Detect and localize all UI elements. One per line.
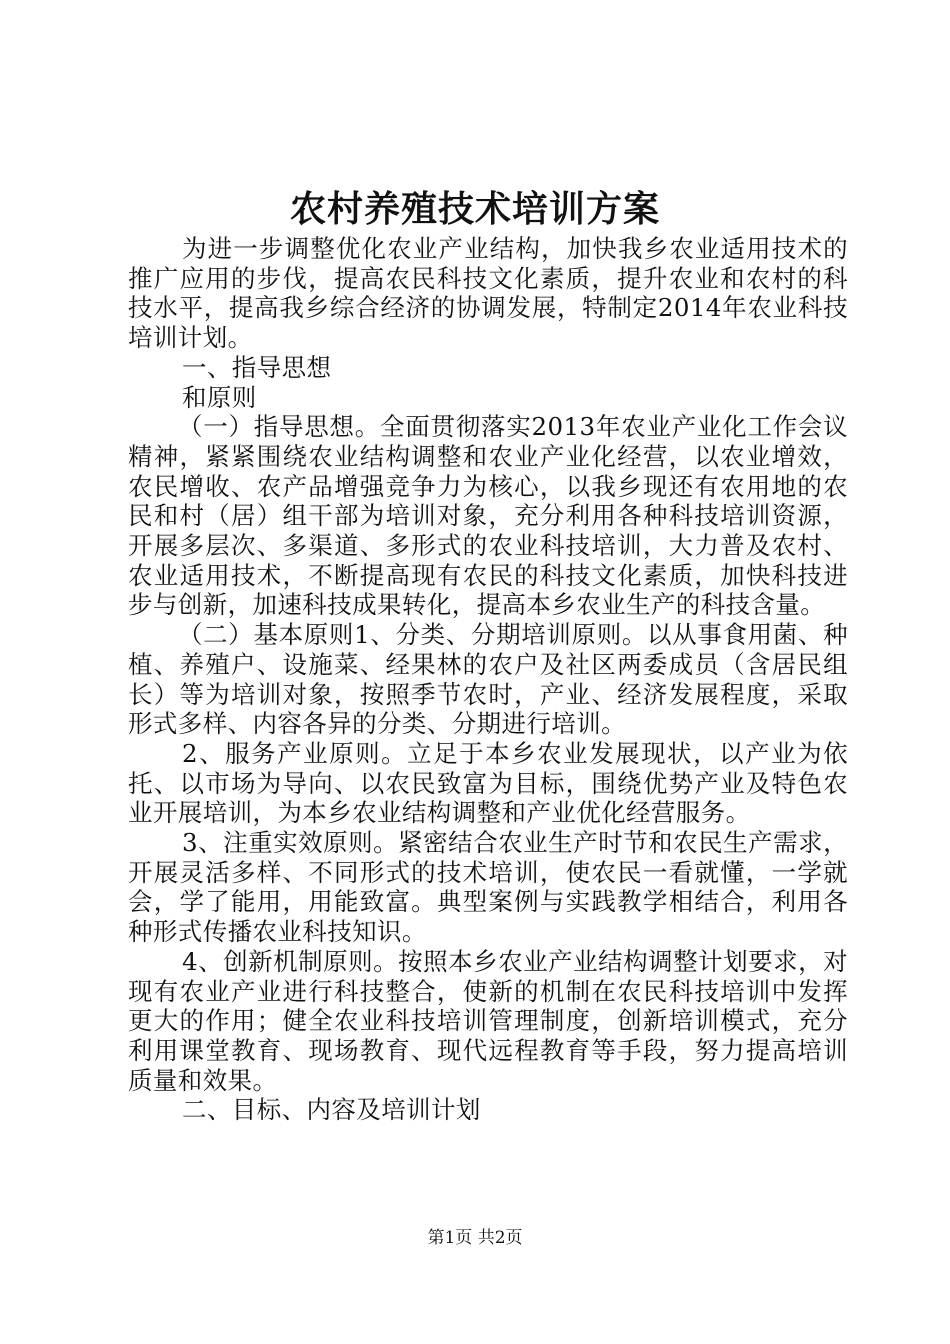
page-number-footer: 第1页 共2页 [427, 1228, 523, 1248]
service-principle-paragraph: 2、服务产业原则。立足于本乡农业发展现状，以产业为依托、以市场为导向、以农民致富为目标，围绕优势产业及特色农业开展培训，为本乡农业结构调整和产业优化经营服务。 [128, 738, 848, 828]
effectiveness-principle-paragraph: 3、注重实效原则。紧密结合农业生产时节和农民生产需求，开展灵活多样、不同形式的技术培训，使农民一看就懂，一学就会，学了能用，用能致富。典型案例与实践教学相结合，利用各种形式传播农业科技知识。 [128, 828, 848, 947]
innovation-principle-paragraph: 4、创新机制原则。按照本乡农业产业结构调整计划要求，对现有农业产业进行科技整合，使新的机制在农民科技培训中发挥更大的作用；健全农业科技培训管理制度，创新培训模式，充分利用课堂教育、现场教育、现代远程教育等手段，努力提高培训质量和效果。 [128, 946, 848, 1095]
guiding-thought-paragraph: （一）指导思想。全面贯彻落实2013年农业产业化工作会议精神，紧紧围绕农业结构调整和农业产业化经营，以农业增效，农民增收、农产品增强竞争力为核心，以我乡现还有农用地的农民和村（居）组干部为培训对象，充分利用各种科技培训资源，开展多层次、多渠道、多形式的农业科技培训，大力普及农村、农业适用技术，不断提高现有农民的科技文化素质，加快科技进步与创新，加速科技成果转化，提高本乡农业生产的科技含量。 [128, 412, 848, 620]
basic-principles-paragraph: （二）基本原则1、分类、分期培训原则。以从事食用菌、种植、养殖户、设施菜、经果林的农户及社区两委成员（含居民组长）等为培训对象，按照季节农时，产业、经济发展程度，采取形式多样、内容各异的分类、分期进行培训。 [128, 620, 848, 739]
document-body [128, 234, 848, 1125]
section-heading-1: 一、指导思想 [182, 352, 332, 382]
intro-paragraph: 为进一步调整优化农业产业结构，加快我乡农业适用技术的推广应用的步伐，提高农民科技文化素质，提升农业和农村的科技水平，提高我乡综合经济的协调发展，特制定2014年农业科技培训计划。 [128, 234, 848, 353]
document-title: 农村养殖技术培训方案 [289, 188, 660, 230]
section-heading-1-continued: 和原则 [182, 382, 257, 412]
section-heading-2: 二、目标、内容及培训计划 [182, 1095, 481, 1125]
